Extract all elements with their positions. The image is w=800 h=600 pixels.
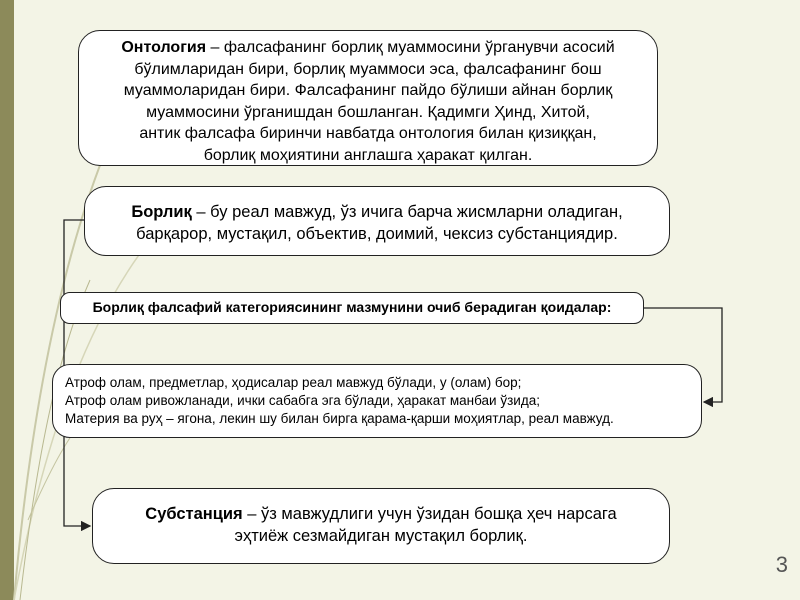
substance-line-2: эҳтиёж сезмайдиган мустақил борлиқ. [234,527,528,546]
rule-item: Материя ва руҳ – ягона, лекин шу билан бирга қарама-қарши моҳиятлар, реал мавжуд. [65,410,614,426]
ontology-line-3: муаммоларидан бири. Фалсафанинг пайдо бўлиши айнан борлиқ [123,82,613,100]
rules-list-box [52,364,702,438]
substance-term: Субстанция [145,505,243,523]
being-definition-box [84,186,670,256]
ontology-line-4: муаммосини ўрганишдан бошланган. Қадимги Ҳинд, Хитой, [146,103,590,121]
ontology-line-6: борлиқ моҳиятини англашга ҳаракат қилган. [203,146,533,164]
page-number: 3 [775,552,788,577]
rule-item: Атроф олам, предметлар, ҳодисалар реал мавжуд бўлади, у (олам) бор; [65,375,522,390]
rules-heading: Борлиқ фалсафий категориясининг мазмунини очиб берадиган қоидалар: [60,292,644,324]
being-term: Борлиқ [131,203,192,221]
being-line-2: барқарор, мустақил, объектив, доимий, чексиз субстанциядир. [136,225,618,244]
substance-definition-box [92,488,670,564]
being-line-1: Борлиқ – бу реал мавжуд, ўз ичига барча жисмларни оладиган, [131,203,623,221]
ontology-line-1: Онтология – фалсафанинг борлиқ муаммосини ўрганувчи асосий [121,39,615,56]
ontology-line-5: антик фалсафа биринчи навбатда онтология билан қизиққан, [139,125,597,143]
ontology-term: Онтология [121,39,207,56]
ontology-line-2: бўлимларидан бири, борлиқ муаммоси эса, фалсафанинг бош [134,60,602,78]
ontology-definition-box [78,30,658,166]
rule-item: Атроф олам ривожланади, ички сабабга эга бўлади, ҳаракат манбаи ўзида; [65,392,540,408]
substance-line-1: Субстанция – ўз мавжудлиги учун ўзидан бошқа ҳеч нарсага [145,505,617,523]
